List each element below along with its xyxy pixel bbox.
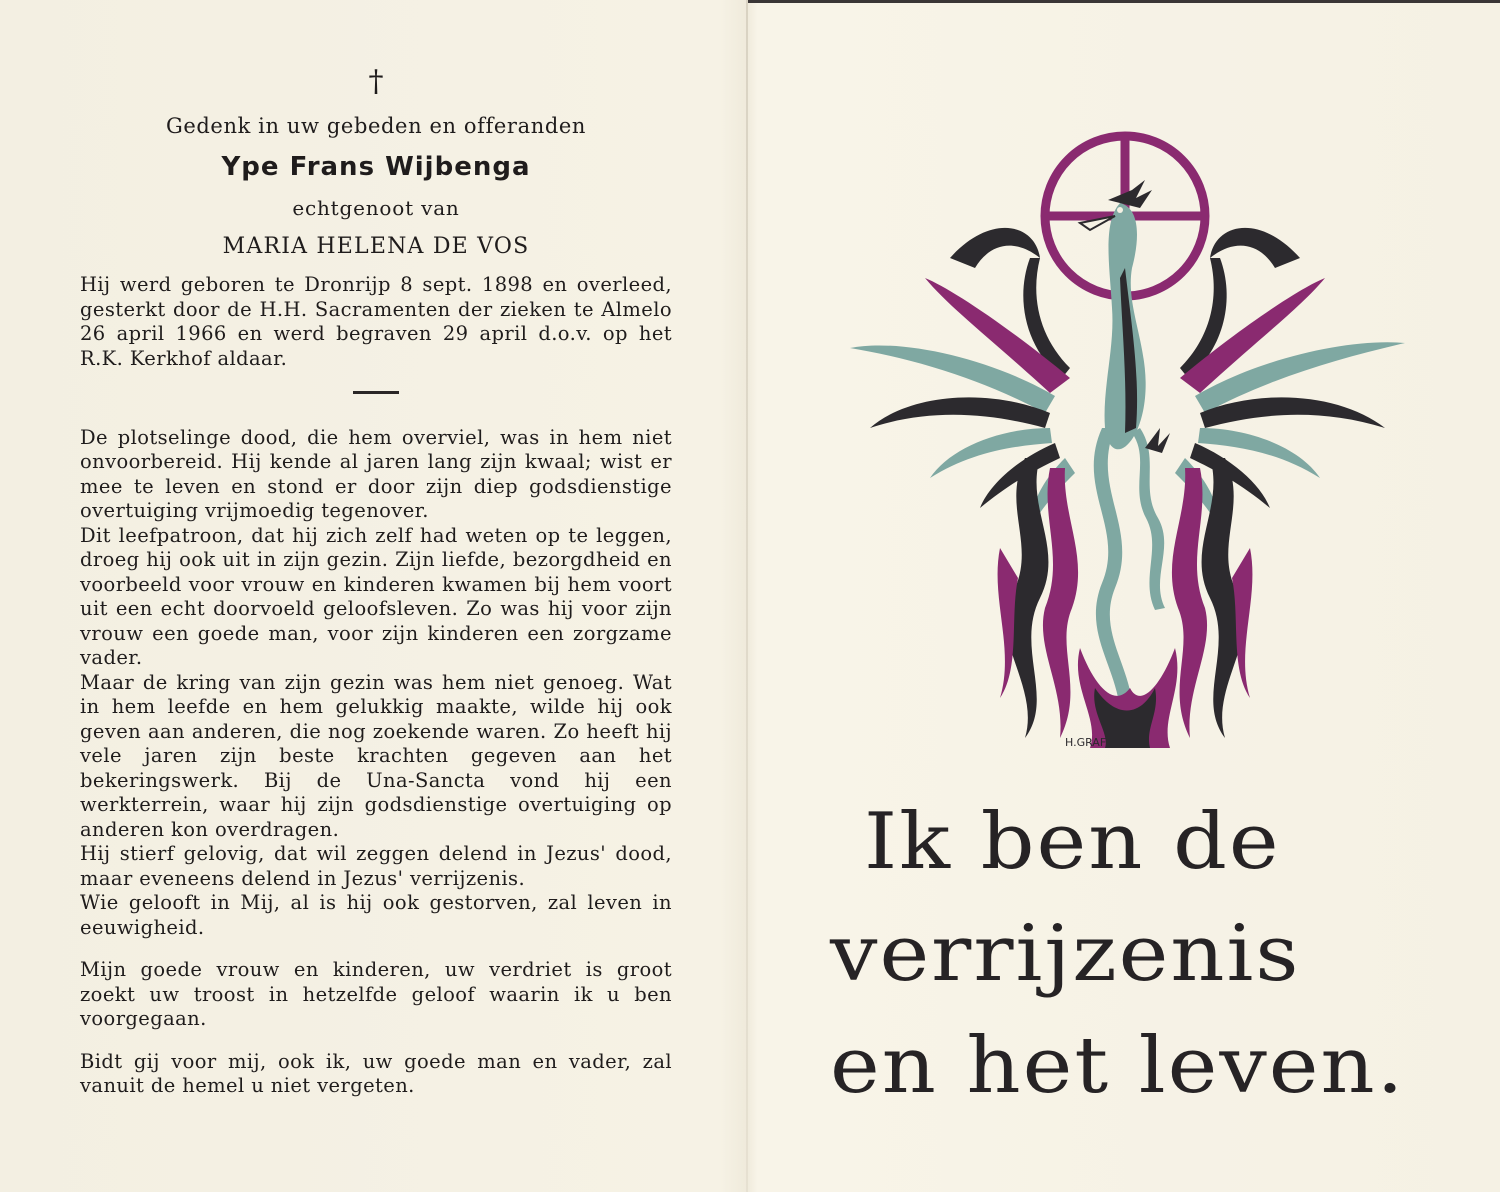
flames (998, 458, 1253, 748)
birth-death-paragraph: Hij werd geboren te Dronrijp 8 sept. 1898 en overleed, gesterkt door de H.H. Sacramenten der zieken te Almelo 26 april 1966 en werd begraven 29 april d.o.v. op het R.K. Kerkhof aldaar. (80, 273, 672, 370)
right-wing (1175, 278, 1405, 528)
phoenix-illustration (840, 128, 1410, 758)
spouse-name: MARIA HELENA DE VOS (222, 234, 530, 259)
left-page (80, 60, 672, 1099)
top-border-line (748, 0, 1500, 3)
verse-line-3: en het leven. (830, 1020, 1406, 1111)
paragraph-5: Wie gelooft in Mij, al is hij ook gestorven, zal leven in eeuwigheid. (80, 891, 672, 939)
paragraph-2: Dit leefpatroon, dat hij zich zelf had weten op te leggen, droeg hij ook uit in zijn gezin. Zijn liefde, bezorgdheid en voorbeeld voor vrouw en kinderen kwamen bij hem voort uit een echt doorvoeld geloofsleven. Zo was hij voor zijn vrouw een goede man, voor zijn kinderen een zorgzame vader. (80, 523, 672, 669)
cross-icon: † (368, 64, 384, 99)
memorial-text (80, 426, 672, 1099)
deceased-name: Ype Frans Wijbenga (221, 152, 531, 182)
intro-line: Gedenk in uw gebeden en offeranden (165, 114, 587, 138)
paragraph-1: De plotselinge dood, die hem overviel, was in hem niet onvoorbereid. Hij kende al jaren lang zijn kwaal; wist er mee te leven en stond er door zijn diep godsdienstige overtuiging vrijmoedig tegenover. (80, 425, 672, 522)
paragraph-4: Hij stierf gelovig, dat wil zeggen delend in Jezus' dood, maar eveneens delend in Jezus' verrijzenis. (80, 842, 672, 890)
divider-rule (353, 391, 399, 394)
bird-tail (1094, 428, 1133, 728)
artist-signature: H.GRAF (1065, 736, 1107, 749)
paragraph-3: Maar de kring van zijn gezin was hem niet genoeg. Wat in hem leefde en hem gelukkig maakte, wilde hij ook geven aan anderen, die nog zoekende waren. Zo heeft hij vele jaren zijn beste krachten gegeven aan het bekeringswerk. Bij de Una-Sancta vond hij een werkterrein, waar hij zijn godsdienstige overtuiging op anderen kon overdragen. (80, 670, 672, 841)
spouse-label: echtgenoot van (292, 196, 460, 220)
paragraph-6: Mijn goede vrouw en kinderen, uw verdriet is groot zoekt uw troost in hetzelfde geloof waarin ik u ben voorgegaan. (80, 958, 672, 1030)
verse-line-2: verrijzenis (830, 908, 1301, 999)
left-wing (850, 278, 1075, 528)
card-fold (746, 0, 748, 1192)
scripture-verse (830, 790, 1430, 1126)
paragraph-7: Bidt gij voor mij, ook ik, uw goede man en vader, zal vanuit de hemel u niet vergeten. (80, 1049, 672, 1097)
verse-line-1: Ik ben de (864, 796, 1281, 887)
